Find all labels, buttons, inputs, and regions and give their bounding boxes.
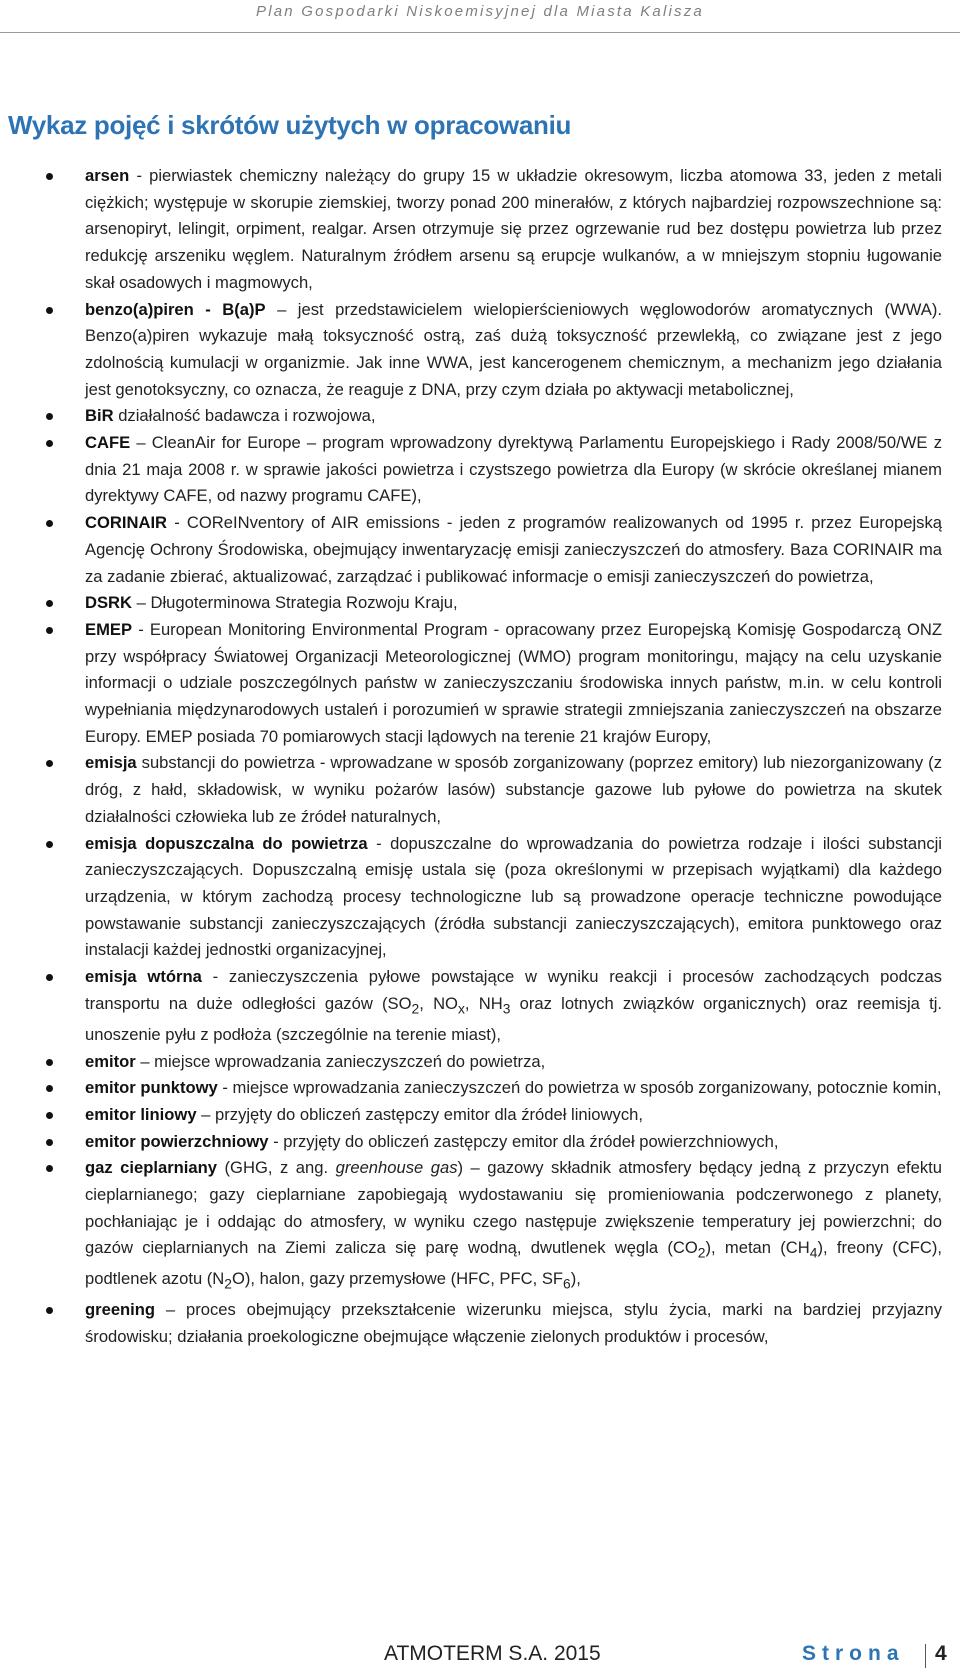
- term-definition: - pierwiastek chemiczny należący do grupy 15 w układzie okresowym, liczba atomowa 33, jeden z metali ciężkich; występuje w skorupie ziemskiej, tworzy ponad 200 minerałów, z których najbardziej rozpowszechnione są: arsenopiryt, lelingit, orpiment, realgar. Arsen otrzymuje się przez ogrzewanie rud bez dostępu powietrza lub przez redukcję arszeniku węglem. Naturalnym źródłem arsenu są erupcje wulkanów, a w mniejszym stopniu ługowanie skał osadowych i magmowych,: [85, 166, 942, 292]
- term-definition: – CleanAir for Europe – program wprowadzony dyrektywą Parlamentu Europejskiego i Rady 2008/50/WE z dnia 21 maja 2008 r. w sprawie jakości powietrza i czystszego powietrza dla Europy (w skrócie określanej mianem dyrektywy CAFE, od nazwy programu CAFE),: [85, 433, 942, 506]
- term-definition: – jest przedstawicielem wielopierścieniowych węglowodorów aromatycznych (WWA). Benzo(a)piren wykazuje małą toksyczność ostrą, zaś dużą toksyczność przewlekłą, co związane jest z jego zdolnością kumulacji w organizmie. Jak inne WWA, jest kancerogenem chemicznym, a mechanizm jego działania jest genotoksyczny, co oznacza, że reaguje z DNA, przy czym działa po aktywacji metabolicznej,: [85, 299, 942, 399]
- footer-page-label: Strona: [802, 1642, 905, 1665]
- subscript: 2: [224, 1275, 232, 1292]
- list-item: [0, 163, 960, 297]
- term-definition: - European Monitoring Environmental Program - opracowany przez Europejską Komisję Gospodarczą ONZ przy współpracy Światowej Organizacji Meteorologicznej (WMO) program monitoringu, mający na celu uzyskanie informacji o udziale poszczególnych państw w zanieczyszczaniu środowiska innych państw, m.in. w celu kontroli wypełniania międzynarodowych ustaleń i porozumień w sprawie strategii zmniejszania zanieczyszczeń na obszarze Europy. EMEP posiada 70 pomiarowych stacji lądowych na terenie 21 krajów Europy,: [85, 619, 942, 746]
- bullet-icon: [46, 1112, 53, 1119]
- term-definition-text: ), metan (CH: [705, 1238, 810, 1258]
- bullet-icon: [46, 841, 53, 848]
- subscript: 2: [697, 1244, 706, 1261]
- terms-list: [0, 163, 960, 1351]
- term-name: CAFE: [85, 433, 131, 453]
- term-definition-text: oraz lotnych związków organicznych) oraz reemisja tj. unoszenie pyłu z podłoża (szczególnie na terenie miast),: [85, 993, 943, 1044]
- bullet-icon: [46, 413, 53, 420]
- term-name: emisja wtórna: [85, 967, 202, 987]
- list-item: [0, 1049, 960, 1076]
- list-item: [0, 430, 960, 510]
- list-item: [0, 1075, 960, 1102]
- list-item: [0, 297, 960, 404]
- term-name: emitor powierzchniowy: [85, 1131, 269, 1151]
- term-definition-text: (GHG, z ang.: [217, 1158, 336, 1178]
- term-name: CORINAIR: [85, 513, 168, 533]
- term-name: arsen: [85, 166, 130, 185]
- term-definition: – Długoterminowa Strategia Rozwoju Kraju,: [132, 593, 458, 613]
- term-name: emisja: [85, 753, 137, 773]
- term-definition-text: ) – gazowy składnik atmosfery będący jedną z przyczyn efektu cieplarnianego; gazy cieplarniane zapobiegają wydostawaniu się promieniowania podczerwonego z planety, pochłaniając je i oddając do atmosfery, w wyniku czego następuje zwiększenie temperatury jej powierzchni; do gazów cieplarnianych na Ziemi zalicza się parę wodną, dwutlenek węgla (CO: [85, 1158, 942, 1258]
- list-item: [0, 617, 960, 751]
- term-definition: - miejsce wprowadzania zanieczyszczeń do powietrza w sposób zorganizowany, potocznie komin,: [217, 1078, 942, 1098]
- bullet-icon: [46, 974, 53, 981]
- term-definition-text: O), halon, gazy przemysłowe (HFC, PFC, SF: [232, 1269, 564, 1289]
- page-number: 4: [935, 1642, 947, 1665]
- term-definition: – miejsce wprowadzania zanieczyszczeń do powietrza,: [135, 1051, 546, 1071]
- bullet-icon: [46, 307, 53, 314]
- term-definition: substancji do powietrza - wprowadzane w sposób zorganizowany (poprzez emitory) lub niezorganizowany (z dróg, z hałd, składowisk, w wyniku pożarów lasów) substancje gazowe lub pyłowe do powietrza na skutek działalności człowieka lub ze źródeł naturalnych,: [85, 753, 942, 826]
- term-definition: - dopuszczalne do wprowadzania do powietrza rodzaje i ilości substancji zanieczyszczających. Dopuszczalną emisję ustala się (poza określonymi w przepisach wyjątkami) dla każdego urządzenia, w którym zachodzą procesy technologiczne lub są prowadzone operacje techniczne powodujące powstawanie substancji zanieczyszczających (źródła substancji zanieczyszczających), emitora punktowego oraz instalacji każdej jednostki organizacyjnej,: [85, 833, 942, 960]
- subscript: 3: [502, 1000, 511, 1017]
- bullet-icon: [46, 173, 53, 180]
- term-name: emisja dopuszczalna do powietrza: [85, 833, 368, 853]
- bullet-icon: [46, 1059, 53, 1066]
- list-item: [0, 403, 960, 430]
- bullet-icon: [46, 600, 53, 607]
- term-definition: - COReINventory of AIR emissions - jeden z programów realizowanych od 1995 r. przez Europejską Agencję Ochrony Środowiska, obejmujący inwentaryzację emisji zanieczyszczeń do atmosfery. Baza CORINAIR ma za zadanie zbierać, aktualizować, zarządzać i publikować informacje o emisji zanieczyszczeń do powietrza,: [85, 513, 942, 586]
- page-footer: [0, 1642, 960, 1672]
- term-definition: - przyjęty do obliczeń zastępczy emitor dla źródeł powierzchniowych,: [268, 1131, 779, 1151]
- term-name: emitor liniowy: [85, 1104, 197, 1124]
- subscript: 6: [563, 1275, 571, 1292]
- term-definition: – przyjęty do obliczeń zastępczy emitor dla źródeł liniowych,: [196, 1104, 643, 1124]
- list-item: [0, 1102, 960, 1129]
- bullet-icon: [46, 1139, 53, 1146]
- term-definition-text: , NH: [464, 993, 503, 1013]
- list-item: [0, 1155, 960, 1297]
- list-item: [0, 964, 960, 1048]
- list-item: [0, 750, 960, 830]
- list-item: [0, 831, 960, 965]
- term-definition-text: , NO: [419, 993, 458, 1013]
- term-definition-text: ), freony (CFC), podtlenek azotu (N: [85, 1238, 943, 1289]
- list-item: [0, 1129, 960, 1156]
- running-header: Plan Gospodarki Niskoemisyjnej dla Miasta Kalisza: [0, 0, 960, 33]
- bullet-icon: [46, 1307, 53, 1314]
- bullet-icon: [46, 440, 53, 447]
- term-definition-italic: greenhouse gas: [335, 1158, 458, 1178]
- term-definition-text: ),: [570, 1269, 581, 1289]
- term-definition: działalność badawcza i rozwojowa,: [113, 406, 376, 426]
- term-name: benzo(a)piren - B(a)P: [85, 299, 266, 319]
- list-item: [0, 1297, 960, 1350]
- list-item: [0, 510, 960, 590]
- term-definition: – proces obejmujący przekształcenie wizerunku miejsca, stylu życia, marki na bardziej przyjazny środowisku; działania proekologiczne obejmujące włączenie zielonych produktów i procesów,: [85, 1300, 942, 1347]
- term-definition-text: - zanieczyszczenia pyłowe powstające w wyniku reakcji i procesów zachodzących podczas transportu na duże odległości gazów (SO: [85, 967, 942, 1013]
- bullet-icon: [46, 1085, 53, 1092]
- bullet-icon: [46, 760, 53, 767]
- footer-divider: [925, 1644, 926, 1668]
- subscript: 2: [411, 1000, 420, 1017]
- footer-company: ATMOTERM S.A. 2015: [384, 1642, 601, 1665]
- term-name: DSRK: [85, 593, 133, 613]
- subscript: x: [457, 1000, 465, 1017]
- term-name: EMEP: [85, 619, 133, 639]
- term-name: emitor: [85, 1051, 136, 1071]
- term-name: BiR: [85, 406, 114, 426]
- bullet-icon: [46, 520, 53, 527]
- section-title: Wykaz pojęć i skrótów użytych w opracowaniu: [8, 110, 572, 140]
- bullet-icon: [46, 1165, 53, 1172]
- term-name: gaz cieplarniany: [85, 1158, 218, 1178]
- term-name: emitor punktowy: [85, 1078, 218, 1098]
- list-item: [0, 590, 960, 617]
- term-name: greening: [85, 1300, 156, 1320]
- bullet-icon: [46, 627, 53, 634]
- subscript: 4: [809, 1244, 818, 1261]
